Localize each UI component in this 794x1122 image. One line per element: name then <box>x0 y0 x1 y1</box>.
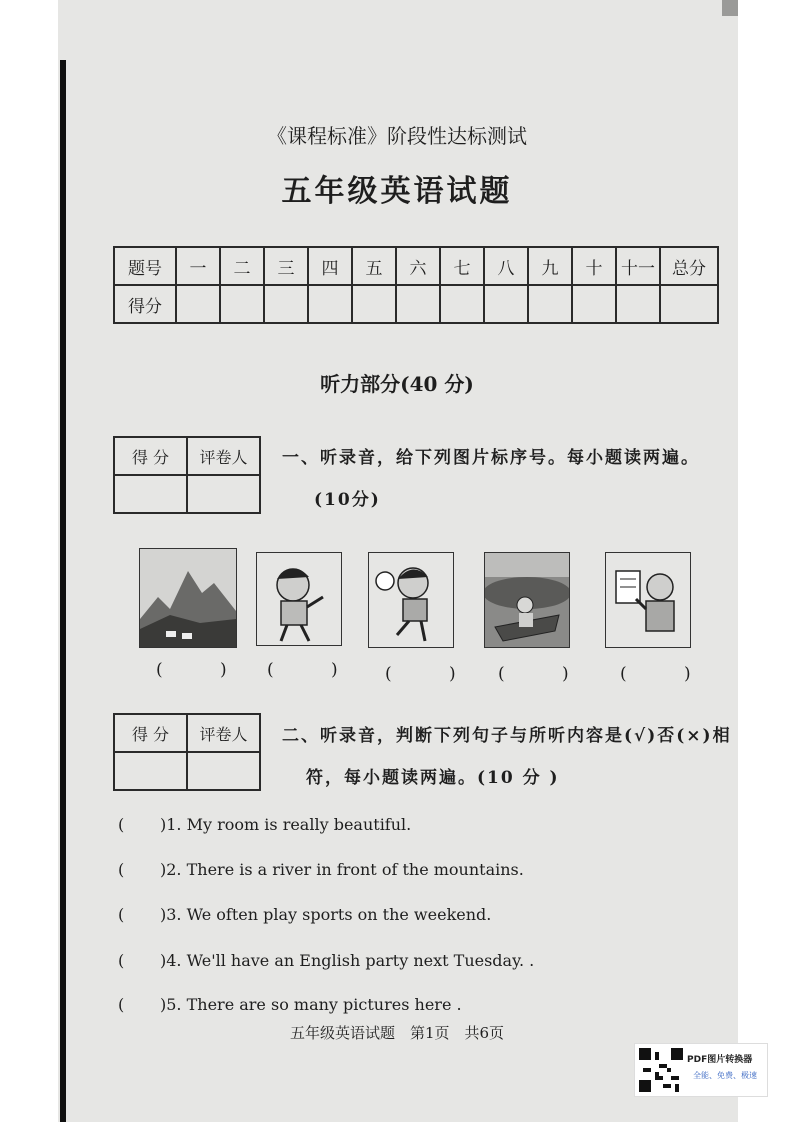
item-3-text: )3. We often play sports on the weekend. <box>160 905 492 924</box>
score-input-cell[interactable] <box>352 285 396 323</box>
grader-name-cell[interactable] <box>187 475 260 513</box>
score-cell: 八 <box>484 247 528 285</box>
boy-kicking-ball-icon <box>368 552 454 648</box>
item-4-paren[interactable]: ( <box>118 951 125 970</box>
item-4-text: )4. We'll have an English party next Tuesday. . <box>160 951 535 970</box>
grader-name-label: 评卷人 <box>187 437 260 475</box>
answer-blank-1[interactable]: ( ) <box>156 660 253 680</box>
score-cell: 题号 <box>114 247 176 285</box>
qr-badge[interactable] <box>634 1043 768 1097</box>
section1-instruction: 一、听录音，给下列图片标序号。每小题读两遍。 <box>282 448 700 468</box>
grader-score-cell[interactable] <box>114 475 187 513</box>
score-cell: 五 <box>352 247 396 285</box>
grader-score-label: 得 分 <box>114 714 187 752</box>
item-2-text: )2. There is a river in front of the mountains. <box>160 860 524 879</box>
girl-in-boat-icon <box>484 552 570 648</box>
score-cell: 一 <box>176 247 220 285</box>
qr-code-icon <box>639 1048 683 1092</box>
section1-points: (10分) <box>314 490 381 510</box>
exam-subtitle: 《课程标准》阶段性达标测试 <box>267 124 527 148</box>
item-1-text: )1. My room is really beautiful. <box>160 815 412 834</box>
score-input-cell[interactable] <box>396 285 440 323</box>
score-input-cell[interactable] <box>660 285 718 323</box>
listening-heading: 听力部分(40 分) <box>320 372 474 396</box>
man-with-calendar-icon <box>605 552 691 648</box>
answer-blank-4[interactable]: ( ) <box>498 664 595 684</box>
score-cell: 七 <box>440 247 484 285</box>
answer-blank-5[interactable]: ( ) <box>620 664 717 684</box>
score-input-cell[interactable] <box>528 285 572 323</box>
score-input-cell[interactable] <box>484 285 528 323</box>
item-5-paren[interactable]: ( <box>118 995 125 1014</box>
score-row-label: 得分 <box>114 285 176 323</box>
score-table-header-row <box>114 247 718 285</box>
page-footer: 五年级英语试题 第1页 共6页 <box>289 1024 505 1042</box>
mountains-village-icon <box>139 548 237 648</box>
score-cell: 总分 <box>660 247 718 285</box>
page-corner <box>722 0 738 16</box>
qr-badge-tagline: 全能、免费、极速 <box>693 1071 757 1080</box>
score-input-cell[interactable] <box>176 285 220 323</box>
section2-instruction-line1: 二、听录音，判断下列句子与所听内容是(√)否(×)相 <box>282 726 732 746</box>
item-1-paren[interactable]: ( <box>118 815 125 834</box>
qr-badge-title: PDF图片转换器 <box>687 1055 753 1065</box>
score-input-cell[interactable] <box>220 285 264 323</box>
score-input-cell[interactable] <box>308 285 352 323</box>
grader-name-label: 评卷人 <box>187 714 260 752</box>
grader-score-label: 得 分 <box>114 437 187 475</box>
score-input-cell[interactable] <box>440 285 484 323</box>
section2-instruction-line2: 符，每小题读两遍。(10 分 ) <box>306 768 560 788</box>
score-cell: 十一 <box>616 247 660 285</box>
grader-score-cell[interactable] <box>114 752 187 790</box>
score-cell: 十 <box>572 247 616 285</box>
score-input-cell[interactable] <box>616 285 660 323</box>
item-2-paren[interactable]: ( <box>118 860 125 879</box>
score-cell: 三 <box>264 247 308 285</box>
answer-blank-2[interactable]: ( ) <box>267 660 364 680</box>
score-table <box>113 246 719 324</box>
boy-playing-icon <box>256 552 342 646</box>
answer-blank-3[interactable]: ( ) <box>385 664 482 684</box>
score-cell: 九 <box>528 247 572 285</box>
exam-title: 五年级英语试题 <box>281 174 513 209</box>
score-input-cell[interactable] <box>572 285 616 323</box>
item-5-text: )5. There are so many pictures here . <box>160 995 462 1014</box>
binding-edge <box>60 60 66 1122</box>
score-input-cell[interactable] <box>264 285 308 323</box>
score-table-score-row <box>114 285 718 323</box>
score-cell: 二 <box>220 247 264 285</box>
score-cell: 六 <box>396 247 440 285</box>
item-3-paren[interactable]: ( <box>118 905 125 924</box>
grader-name-cell[interactable] <box>187 752 260 790</box>
grader-box-2 <box>113 713 261 791</box>
score-cell: 四 <box>308 247 352 285</box>
grader-box-1 <box>113 436 261 514</box>
